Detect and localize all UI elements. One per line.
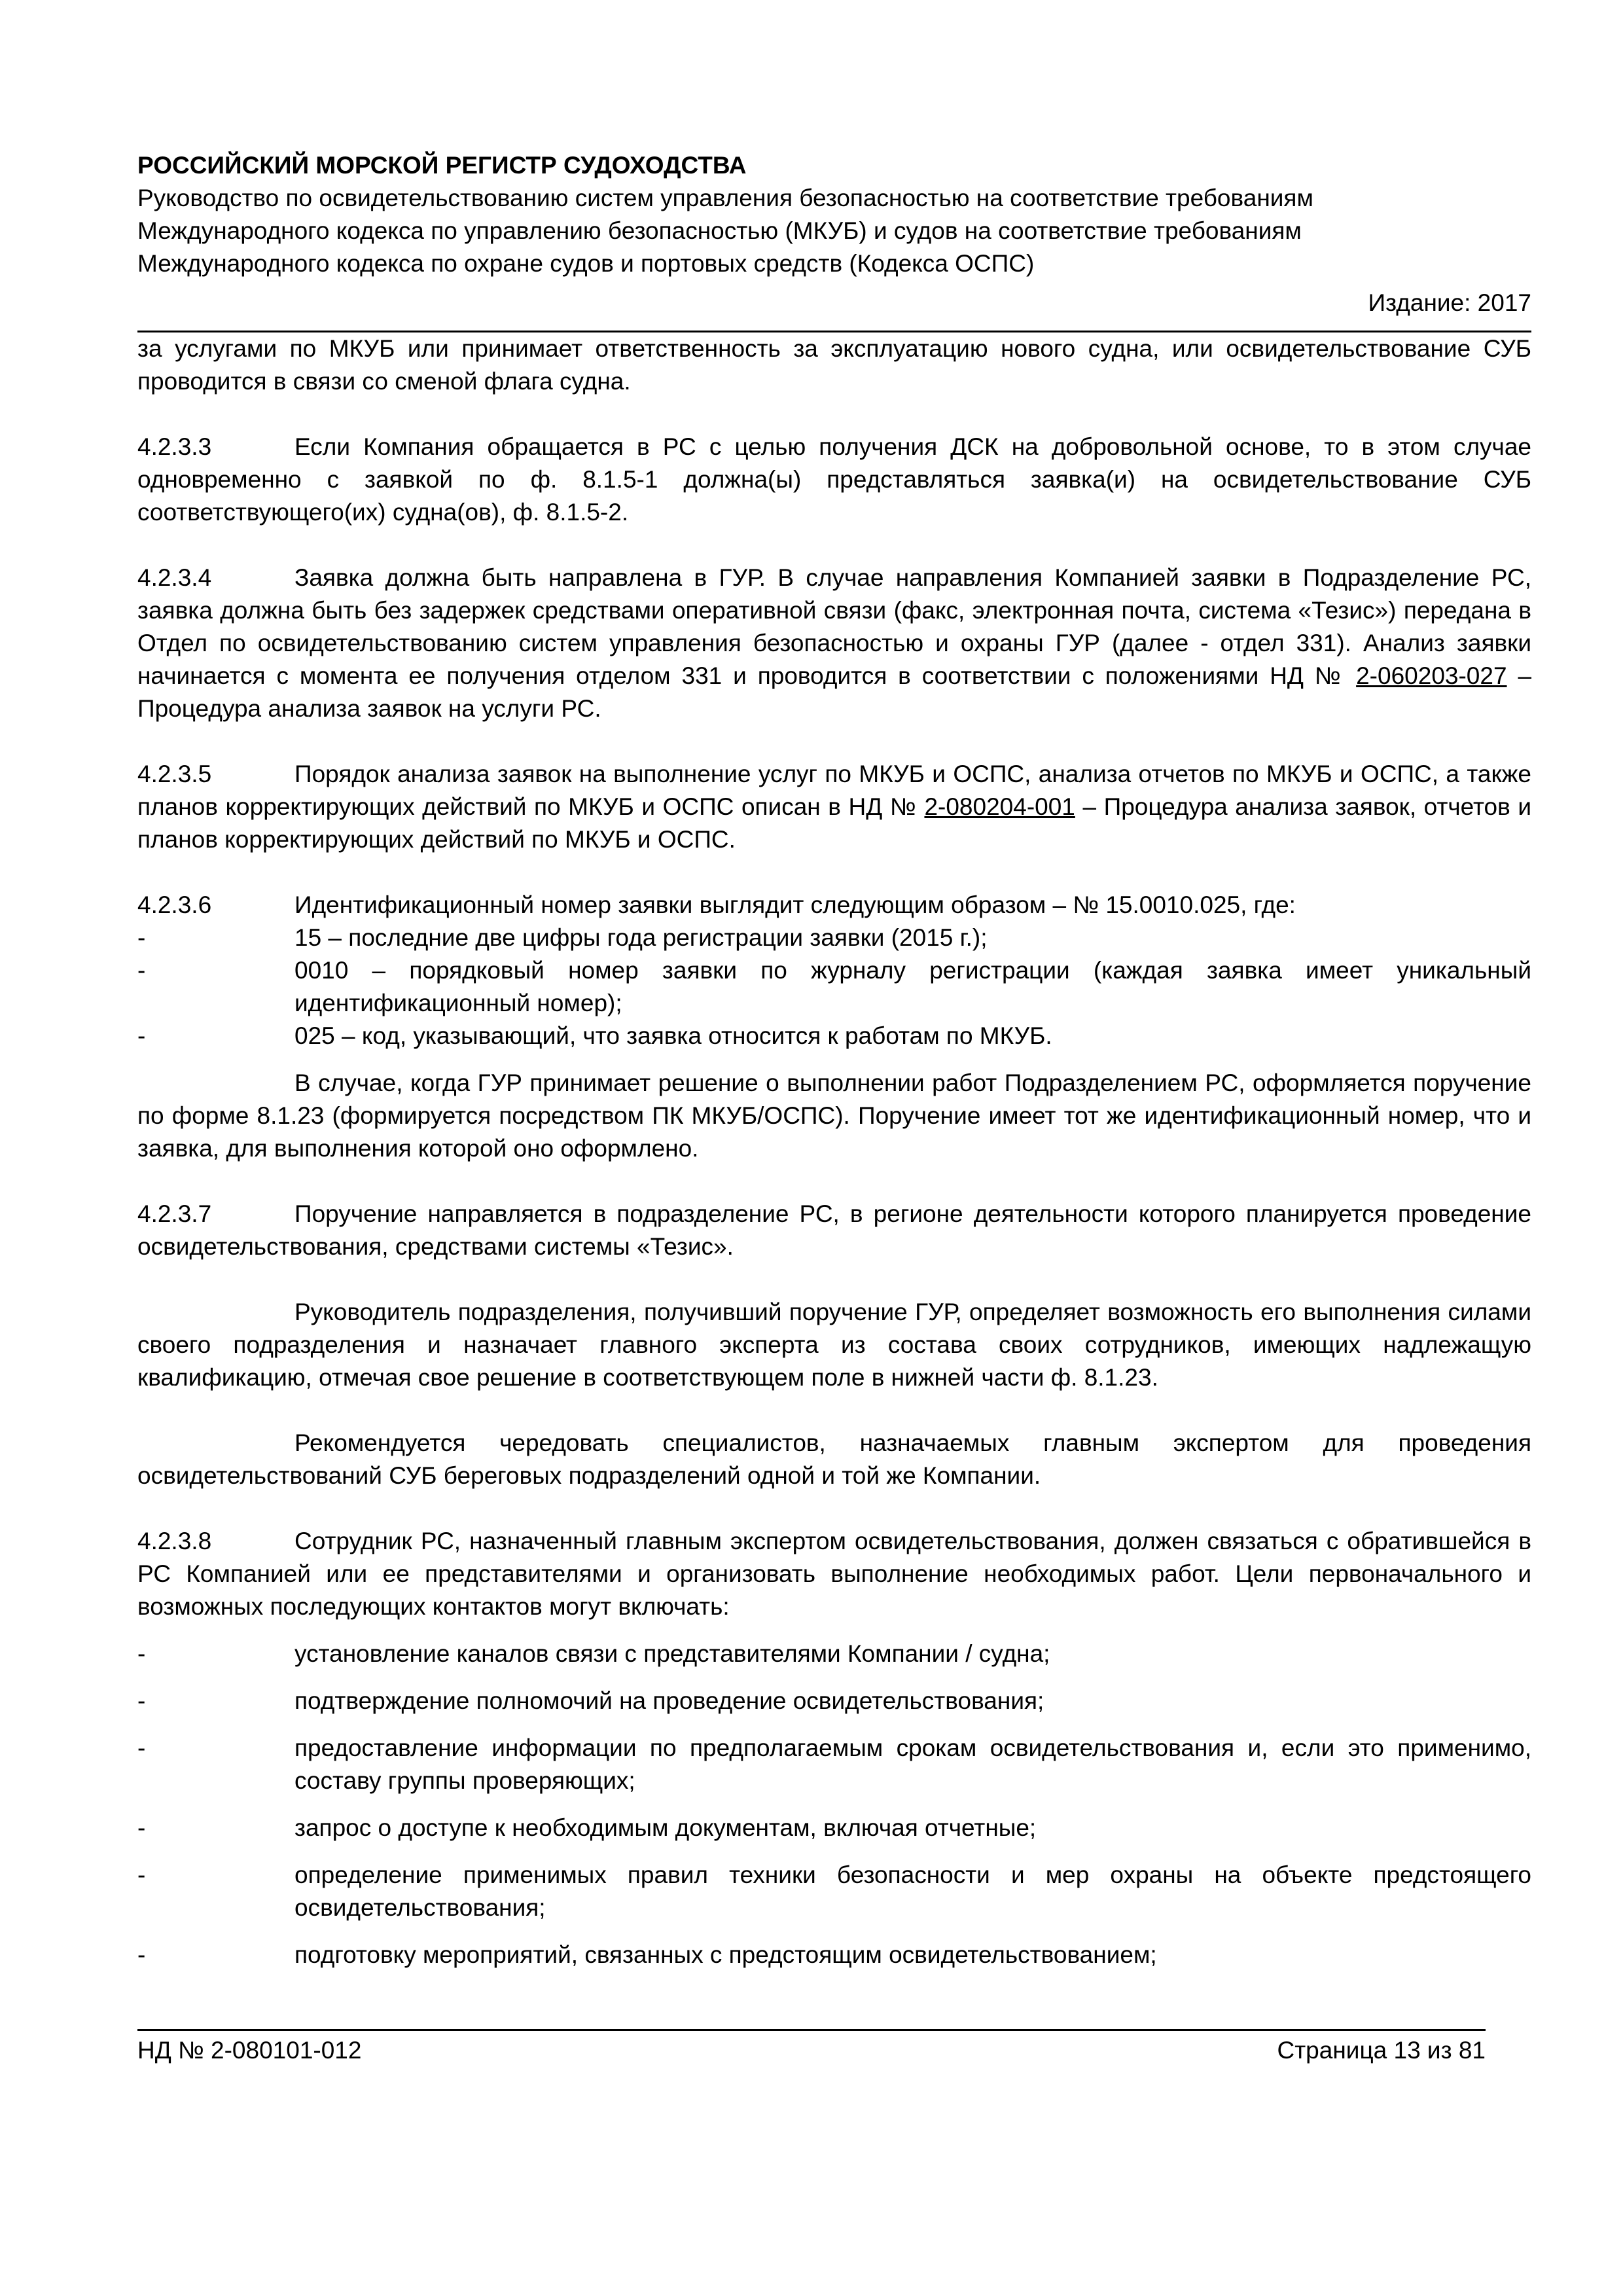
edition-label: Издание: 2017 (1368, 289, 1531, 316)
section-4-2-3-6 (137, 889, 1531, 922)
list-item-text: 15 – последние две цифры года регистрации заявки (2015 г.); (294, 924, 988, 951)
bullet-dash: - (137, 1861, 146, 1888)
section-text: – Процедура анализа заявок на услуги РС. (137, 662, 1532, 722)
list-item-text: подтверждение полномочий на проведение освидетельствования; (294, 1687, 1044, 1714)
list-item (137, 1020, 1531, 1052)
organization-name: РОССИЙСКИЙ МОРСКОЙ РЕГИСТР СУДОХОДСТВА (137, 152, 747, 179)
intro-paragraph: за услугами по МКУБ или принимает ответственность за эксплуатацию нового судна, или освидетельствование СУБ проводится в связи со сменой флага судна. (137, 335, 1531, 395)
section-number: 4.2.3.5 (137, 761, 212, 787)
list-item (137, 1812, 1531, 1844)
list-item-text: запрос о доступе к необходимым документам, включая отчетные; (294, 1814, 1037, 1841)
list-item (137, 1732, 1531, 1797)
bullet-dash: - (137, 1941, 146, 1968)
bullet-dash: - (137, 924, 146, 951)
list-item (137, 922, 1531, 954)
page-footer (137, 2034, 1486, 2067)
section-text: – Процедура анализа заявок, отчетов и планов корректирующих действий по МКУБ и ОСПС. (137, 793, 1532, 853)
list-item-text: 025 – код, указывающий, что заявка относится к работам по МКУБ. (294, 1022, 1052, 1049)
document-link[interactable]: 2-080204-001 (924, 793, 1075, 820)
document-link[interactable]: 2-060203-027 (1356, 662, 1507, 689)
section-number: 4.2.3.4 (137, 564, 212, 591)
list-item-text: определение применимых правил техники безопасности и мер охраны на объекте предстоящего освидетельствования; (294, 1861, 1531, 1921)
document-body (137, 332, 1531, 1986)
list-item-text: 0010 – порядковый номер заявки по журналу регистрации (каждая заявка имеет уникальный идентификационный номер); (294, 957, 1531, 1016)
list-item-text: установление каналов связи с представителями Компании / судна; (294, 1640, 1050, 1667)
list-item (137, 1939, 1531, 1971)
bullet-dash: - (137, 1640, 146, 1667)
section-4-2-3-3 (137, 431, 1531, 529)
bullet-dash: - (137, 1687, 146, 1714)
list-item (137, 954, 1531, 1020)
section-4-2-3-4 (137, 562, 1531, 725)
document-number: НД № 2-080101-012 (137, 2037, 362, 2064)
section-text: Сотрудник РС, назначенный главным экспертом освидетельствования, должен связаться с обратившейся в РС Компанией или ее представителями и организовать выполнение необходимых работ. Цели первоначального и возможных последующих контактов могут включать: (137, 1528, 1531, 1620)
section-4-2-3-7 (137, 1198, 1531, 1263)
section-number: 4.2.3.3 (137, 433, 212, 460)
section-text: Если Компания обращается в РС с целью получения ДСК на добровольной основе, то в этом случае одновременно с заявкой по ф. 8.1.5-1 должна(ы) представляться заявка(и) на освидетельствование СУБ соответствующего(их) судна(ов), ф. 8.1.5-2. (137, 433, 1531, 526)
section-4-2-3-5 (137, 758, 1531, 856)
list-item (137, 1638, 1531, 1670)
section-text: Заявка должна быть направлена в ГУР. В случае направления Компанией заявки в Подразделение РС, заявка должна быть без задержек средствами оперативной связи (факс, электронная почта, система «Тезис») передана в Отдел по освидетельствованию систем управления безопасностью и охраны ГУР (далее - отдел 331). Анализ заявки начинается с момента ее получения отделом 331 и проводится в соответствии с положениями НД № (137, 564, 1531, 689)
document-subtitle-line: Международного кодекса по управлению безопасностью (МКУБ) и судов на соответствие требованиям (137, 217, 1302, 244)
page-number: Страница 13 из 81 (1277, 2037, 1486, 2064)
bullet-dash: - (137, 1022, 146, 1049)
section-4-2-3-8 (137, 1525, 1531, 1623)
section-text: Поручение направляется в подразделение РС, в регионе деятельности которого планируется проведение освидетельствования, средствами системы «Тезис». (137, 1200, 1531, 1260)
section-number: 4.2.3.8 (137, 1528, 212, 1554)
bullet-dash: - (137, 1734, 146, 1761)
section-number: 4.2.3.6 (137, 891, 212, 918)
list-item-text: предоставление информации по предполагаемым срокам освидетельствования и, если это применимо, составу группы проверяющих; (294, 1734, 1531, 1794)
document-subtitle-line: Международного кодекса по охране судов и портовых средств (Кодекса ОСПС) (137, 250, 1035, 277)
list-item-text: подготовку мероприятий, связанных с предстоящим освидетельствованием; (294, 1941, 1157, 1968)
section-text: Идентификационный номер заявки выглядит следующим образом – № 15.0010.025, где: (294, 891, 1296, 918)
indented-paragraph: Рекомендуется чередовать специалистов, назначаемых главным экспертом для проведения освидетельствований СУБ береговых подразделений одной и той же Компании. (137, 1429, 1531, 1489)
section-number: 4.2.3.7 (137, 1200, 212, 1227)
list-item (137, 1859, 1531, 1924)
indented-paragraph: Руководитель подразделения, получивший поручение ГУР, определяет возможность его выполнения силами своего подразделения и назначает главного эксперта из состава своих сотрудников, имеющих надлежащую квалификацию, отмечая свое решение в соответствующем поле в нижней части ф. 8.1.23. (137, 1299, 1531, 1391)
bullet-dash: - (137, 957, 146, 984)
list-item (137, 1685, 1531, 1717)
document-subtitle-line: Руководство по освидетельствованию систем управления безопасностью на соответствие требованиям (137, 185, 1313, 211)
footer-divider (137, 2029, 1486, 2031)
section-text: Порядок анализа заявок на выполнение услуг по МКУБ и ОСПС, анализа отчетов по МКУБ и ОСПС, а также планов корректирующих действий по МКУБ и ОСПС описан в НД № (137, 761, 1531, 820)
page-header (137, 149, 1531, 319)
indented-paragraph: В случае, когда ГУР принимает решение о выполнении работ Подразделением РС, оформляется поручение по форме 8.1.23 (формируется посредством ПК МКУБ/ОСПС). Поручение имеет тот же идентификационный номер, что и заявка, для выполнения которой оно оформлено. (137, 1069, 1531, 1162)
bullet-dash: - (137, 1814, 146, 1841)
